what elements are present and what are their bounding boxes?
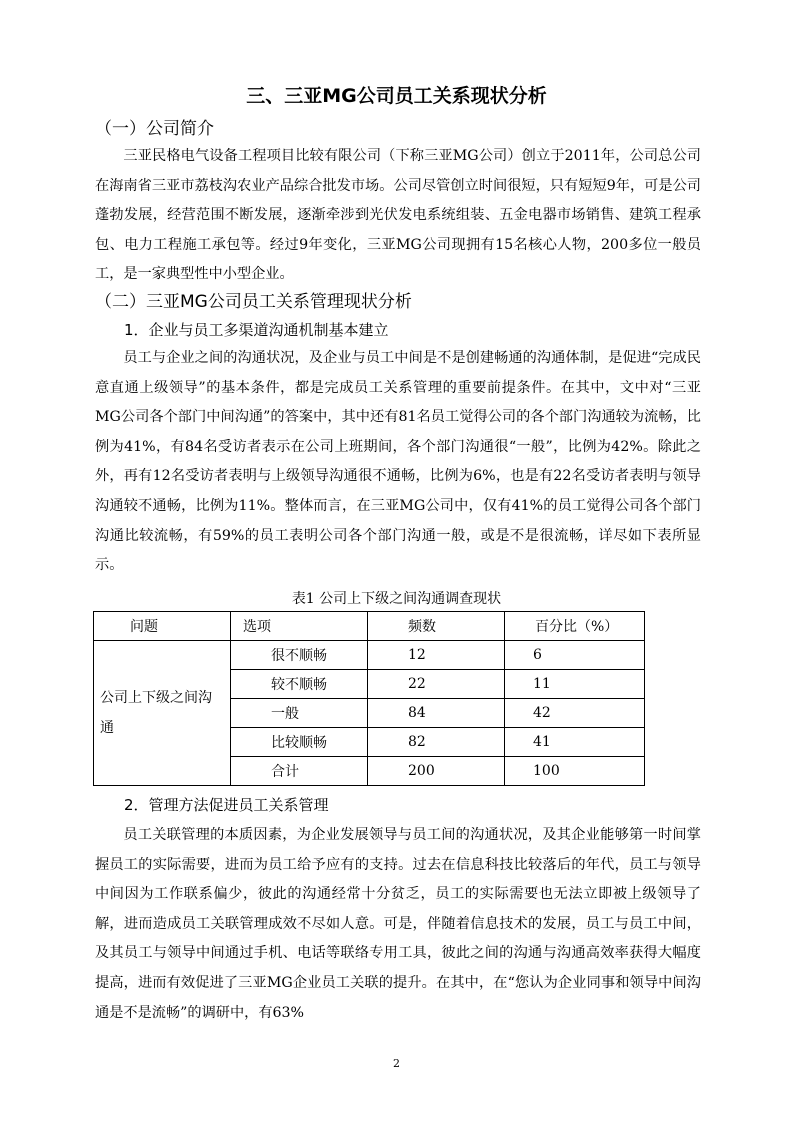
subsection-heading-communication: 1．企业与员工多渠道沟通机制基本建立 xyxy=(124,321,389,339)
percentage-cell: 6 xyxy=(505,641,645,670)
table-caption: 表1 公司上下级之间沟通调查现状 xyxy=(291,591,502,607)
table-row xyxy=(94,641,645,670)
survey-table xyxy=(93,611,645,786)
page-number: 2 xyxy=(393,1057,400,1070)
percentage-cell: 42 xyxy=(505,699,645,728)
paragraph-management: 员工关联管理的本质因素，为企业发展领导与员工间的沟通状况，及其企业能够第一时间掌握员工的实际需要，进而为员工给予应有的支持。过去在信息科技比较落后的年代，员工与领导中间因为工作联系偏少，彼此的沟通经常十分贫乏，员工的实际需要也无法立即被上级领导了解，进而造成员工关联管理成效不尽如人意。可是，伴随着信息技术的发展，员工与员工中间，及其员工与领导中间通过手机、电话等联络专用工具，彼此之间的沟通与沟通高效率获得大幅度提高，进而有效促进了三亚MG企业员工关联的提升。在其中，在“您认为企业同事和领导中间沟通是不是流畅”的调研中，有63% xyxy=(95,827,701,1021)
percentage-cell: 41 xyxy=(505,728,645,757)
paragraph-communication: 员工与企业之间的沟通状况，及企业与员工中间是不是创建畅通的沟通体制，是促进“完成民意直通上级领导”的基本条件，都是完成员工关系管理的重要前提条件。在其中，文中对“三亚MG公司各个部门中间沟通”的答案中，其中还有81名员工觉得公司的各个部门沟通较为流畅，比例为41%，有84名受访者表示在公司上班期间，各个部门沟通很“一般”，比例为42%。除此之外，再有12名受访者表明与上级领导沟通很不通畅，比例为6%，也是有22名受访者表明与领导沟通较不通畅，比例为11%。整体而言，在三亚MG公司中，仅有41%的员工觉得公司各个部门沟通比较流畅，有59%的员工表明公司各个部门沟通一般，或是不是很流畅，详尽如下表所显示。 xyxy=(95,350,701,574)
section-heading-relations-analysis: （二）三亚MG公司员工关系管理现状分析 xyxy=(95,292,412,312)
header-frequency: 频数 xyxy=(368,612,505,641)
frequency-cell: 200 xyxy=(368,757,505,786)
header-percentage: 百分比（%） xyxy=(505,612,645,641)
section-heading-company-intro: （一）公司简介 xyxy=(95,119,214,139)
question-cell: 公司上下级之间沟通 xyxy=(94,641,231,786)
option-cell: 比较顺畅 xyxy=(231,728,368,757)
document-title: 三、三亚MG公司员工关系现状分析 xyxy=(246,85,547,107)
header-option: 选项 xyxy=(231,612,368,641)
percentage-cell: 100 xyxy=(505,757,645,786)
option-cell: 较不顺畅 xyxy=(231,670,368,699)
option-cell: 很不顺畅 xyxy=(231,641,368,670)
paragraph-company-intro: 三亚民格电气设备工程项目比较有限公司（下称三亚MG公司）创立于2011年，公司总公司在海南省三亚市荔枝沟农业产品综合批发市场。公司尽管创立时间很短，只有短短9年，可是公司蓬勃发展，经营范围不断发展，逐渐牵涉到光伏发电系统组装、五金电器市场销售、建筑工程承包、电力工程施工承包等。经过9年变化，三亚MG公司现拥有15名核心人物，200多位一般员工，是一家典型性中小型企业。 xyxy=(95,148,701,283)
frequency-cell: 12 xyxy=(368,641,505,670)
frequency-cell: 82 xyxy=(368,728,505,757)
subsection-heading-management: 2．管理方法促进员工关系管理 xyxy=(124,796,329,814)
percentage-cell: 11 xyxy=(505,670,645,699)
header-question: 问题 xyxy=(94,612,231,641)
table-header-row xyxy=(94,612,645,641)
option-cell: 一般 xyxy=(231,699,368,728)
frequency-cell: 22 xyxy=(368,670,505,699)
option-cell: 合计 xyxy=(231,757,368,786)
frequency-cell: 84 xyxy=(368,699,505,728)
